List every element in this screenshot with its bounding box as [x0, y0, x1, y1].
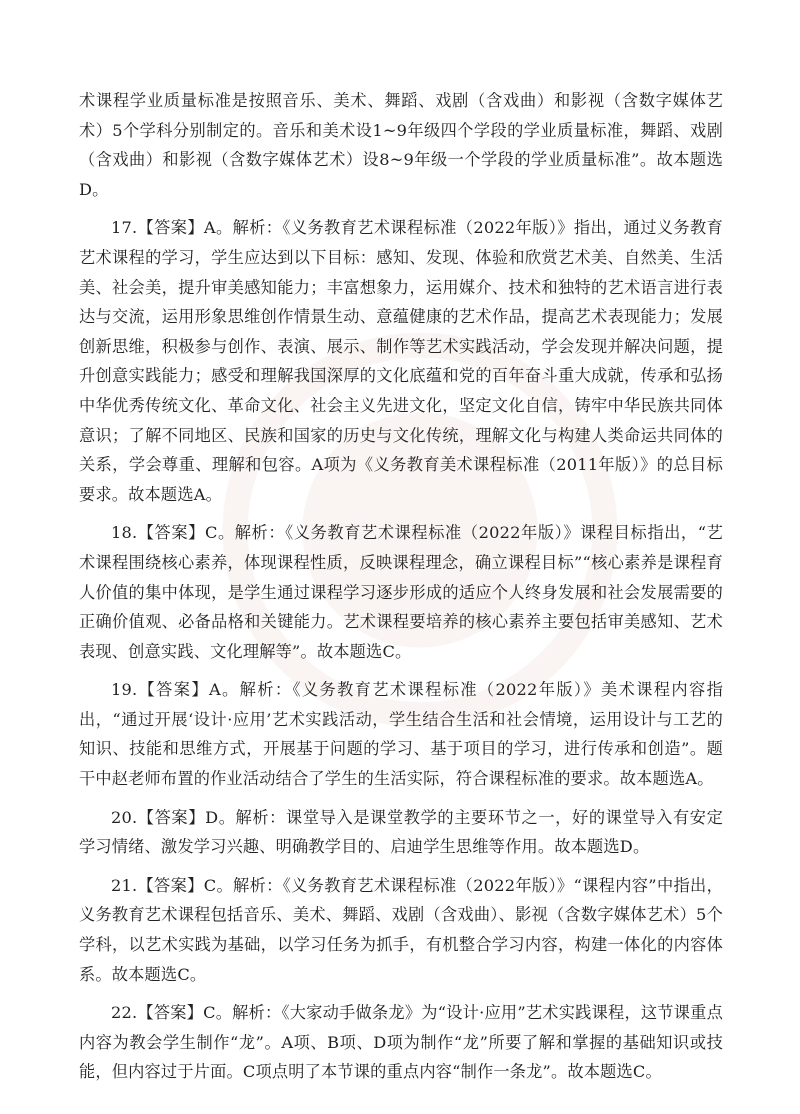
- paragraph-q17: 17.【答案】A。解析：《义务教育艺术课程标准（2022年版）》指出，通过义务教育艺术课程的学习，学生应达到以下目标：感知、发现、体验和欣赏艺术美、自然美、生活美、社会美，提升审美感知能力；丰富想象力，运用媒介、技术和独特的艺术语言进行表达与交流，运用形象思维创作情景生动、意蕴健康的艺术作品，提高艺术表现能力；发展创新思维，积极参与创作、表演、展示、制作等艺术实践活动，学会发现并解决问题，提升创意实践能力；感受和理解我国深厚的文化底蕴和党的百年奋斗重大成就，传承和弘扬中华优秀传统文化、革命文化、社会主义先进文化，坚定文化自信，铸牢中华民族共同体意识；了解不同地区、民族和国家的历史与文化传统，理解文化与构建人类命运共同体的关系，学会尊重、理解和包容。A项为《义务教育美术课程标准（2011年版）》的总目标要求。故本题选A。: [79, 218, 723, 504]
- paragraph-q19: 19.【答案】A。解析：《义务教育艺术课程标准（2022年版）》美术课程内容指出，“通过开展‘设计·应用’艺术实践活动，学生结合生活和社会情境，运用设计与工艺的知识、技能和思维方式，开展基于问题的学习、基于项目的学习，进行传承和创造”。题干中赵老师布置的作业活动结合了学生的生活实际，符合课程标准的要求。故本题选A。: [79, 680, 723, 789]
- paragraph-q21: 21.【答案】C。解析：《义务教育艺术课程标准（2022年版）》“课程内容”中指出，义务教育艺术课程包括音乐、美术、舞蹈、戏剧（含戏曲）、影视（含数字媒体艺术）5个学科，以艺术实践为基础，以学习任务为抓手，有机整合学习内容，构建一体化的内容体系。故本题选C。: [79, 875, 723, 984]
- paragraph-q16-continuation: 术课程学业质量标准是按照音乐、美术、舞蹈、戏剧（含戏曲）和影视（含数字媒体艺术）5个学科分别制定的。音乐和美术设1~9年级四个学段的学业质量标准，舞蹈、戏剧（含戏曲）和影视（含数字媒体艺术）设8~9年级一个学段的学业质量标准”。故本题选D。: [79, 91, 723, 199]
- paragraph-q18: 18.【答案】C。解析：《义务教育艺术课程标准（2022年版）》课程目标指出，“艺术课程围绕核心素养，体现课程性质，反映课程理念，确立课程目标”“核心素养是课程育人价值的集中体现，是学生通过课程学习逐步形成的适应个人终身发展和社会发展需要的正确价值观、必备品格和关键能力。艺术课程要培养的核心素养主要包括审美感知、艺术表现、创意实践、文化理解等”。故本题选C。: [79, 523, 723, 661]
- paragraph-q20: 20.【答案】D。解析：课堂导入是课堂教学的主要环节之一，好的课堂导入有安定学习情绪、激发学习兴趣、明确教学目的、启迪学生思维等作用。故本题选D。: [79, 807, 723, 857]
- paragraph-q22: 22.【答案】C。解析：《大家动手做条龙》为“设计·应用”艺术实践课程，这节课重点内容为教会学生制作“龙”。A项、B项、D项为制作“龙”所要了解和掌握的基础知识或技能，但内容过于片面。C项点明了本节课的重点内容“制作一条龙”。故本题选C。: [79, 1003, 723, 1082]
- answer-explanation-page: [79, 86, 723, 1096]
